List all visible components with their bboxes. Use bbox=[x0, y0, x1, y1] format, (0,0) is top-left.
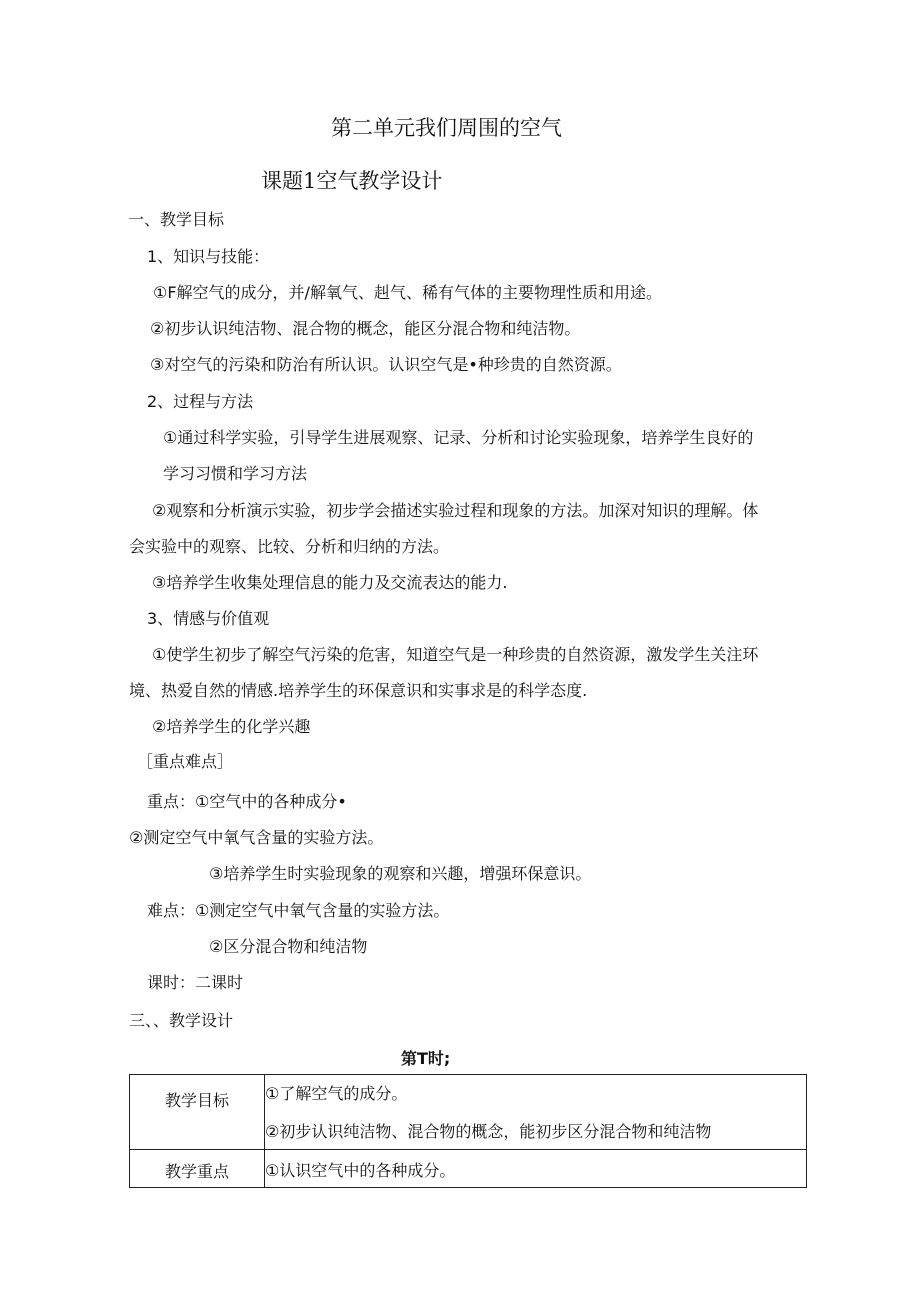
difficulty-line-1: 难点：①测定空气中氧气含量的实验方法。 bbox=[147, 901, 450, 920]
knowledge-item-1: ①F解空气的成分，并/解氧气、赳气、稀有气体的主要物理性质和用途。 bbox=[153, 283, 662, 302]
knowledge-item-2: ②初步认识纯洁物、混合物的概念，能区分混合物和纯洁物。 bbox=[150, 319, 581, 338]
subheading-process: 2、过程与方法 bbox=[147, 392, 254, 411]
process-item-2-line-1: ②观察和分析演示实验，初步学会描述实验过程和现象的方法。加深对知识的理解。体 bbox=[152, 501, 759, 520]
section-heading-design: 三、、教学设计 bbox=[129, 1011, 234, 1030]
focus-line-3: ③培养学生时实验现象的观察和兴趣，增强环保意识。 bbox=[209, 864, 592, 883]
table-cell-content bbox=[265, 1075, 807, 1150]
subheading-emotion: 3、情感与价值观 bbox=[147, 609, 270, 628]
period-title: 第T时; bbox=[401, 1049, 451, 1068]
table-cell-content bbox=[265, 1150, 807, 1188]
emotion-item-1-line-1: ①使学生初步了解空气污染的危害，知道空气是一种珍贵的自然资源，激发学生关注环 bbox=[152, 645, 759, 664]
row-label-objectives: 教学目标 bbox=[164, 1091, 229, 1110]
process-item-1-line-2: 学习习惯和学习方法 bbox=[163, 464, 308, 483]
table-row bbox=[130, 1150, 807, 1188]
table-cell-label bbox=[130, 1075, 265, 1150]
objective-line-2: ②初步认识纯洁物、混合物的概念，能初步区分混合物和纯洁物 bbox=[265, 1122, 712, 1141]
row-label-focus: 教学重点 bbox=[164, 1162, 229, 1181]
process-item-3: ③培养学生收集处理信息的能力及交流表达的能力. bbox=[152, 573, 508, 592]
focus-line-1: 重点：①空气中的各种成分• bbox=[147, 792, 347, 811]
process-item-1-line-1: ①通过科学实验，引导学生进展观察、记录、分析和讨论实验现象，培养学生良好的 bbox=[163, 428, 754, 447]
lesson-title: 课题1空气教学设计 bbox=[261, 169, 443, 193]
process-item-2-line-2: 会实验中的观察、比较、分析和归纳的方法。 bbox=[129, 537, 450, 556]
unit-title: 第二单元我们周围的空气 bbox=[331, 116, 562, 140]
emotion-item-2: ②培养学生的化学兴趣 bbox=[152, 717, 311, 736]
section-heading-objectives: 一、教学目标 bbox=[128, 210, 225, 229]
emotion-item-1-line-2: 境、热爱自然的情感.培养学生的环保意识和实事求是的科学态度. bbox=[129, 681, 588, 700]
subheading-knowledge: 1、知识与技能： bbox=[147, 247, 270, 266]
difficulty-line-2: ②区分混合物和纯洁物 bbox=[209, 937, 368, 956]
focus-line-2: ②测定空气中氧气含量的实验方法。 bbox=[129, 828, 384, 847]
key-points-heading: ［重点难点］ bbox=[137, 752, 234, 771]
table-cell-label bbox=[130, 1150, 265, 1188]
table-row bbox=[130, 1075, 807, 1150]
focus-content-line-1: ①认识空气中的各种成分。 bbox=[265, 1161, 456, 1180]
objective-line-1: ①了解空气的成分。 bbox=[265, 1084, 408, 1103]
knowledge-item-3: ③对空气的污染和防治有所认识。认识空气是•种珍贵的自然资源。 bbox=[150, 355, 622, 374]
class-hours: 课时：二课时 bbox=[147, 973, 244, 992]
teaching-design-table bbox=[129, 1074, 807, 1188]
